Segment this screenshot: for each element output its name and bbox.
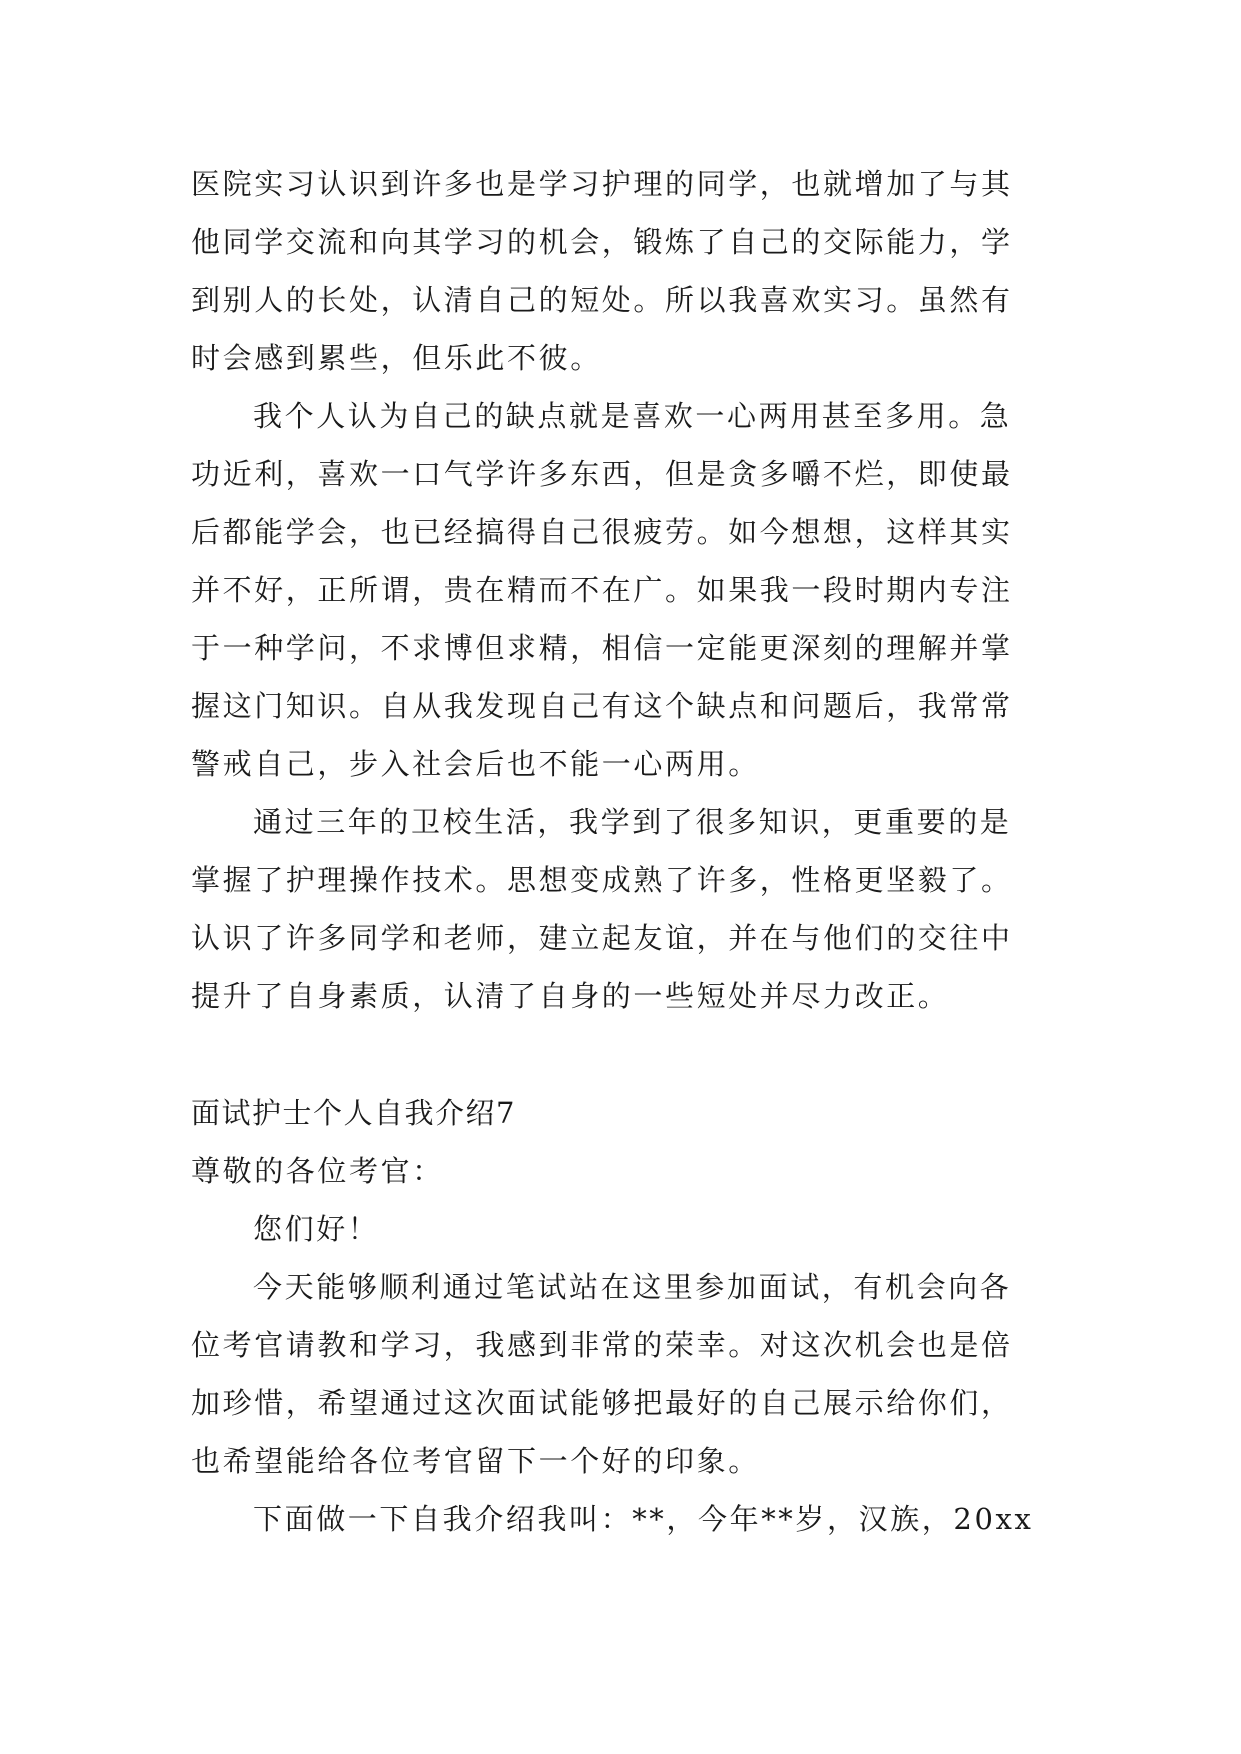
text-line: 也希望能给各位考官留下一个好的印象。 [191, 1444, 760, 1478]
section-heading: 面试护士个人自我介绍7 [191, 1096, 516, 1130]
text-line: 提升了自身素质，认清了自身的一些短处并尽力改正。 [191, 979, 950, 1013]
text-line: 功近利，喜欢一口气学许多东西，但是贪多嚼不烂，即使最 [191, 457, 1013, 491]
text-line: 于一种学问，不求博但求精，相信一定能更深刻的理解并掌 [191, 631, 1013, 665]
text-line: 掌握了护理操作技术。思想变成熟了许多，性格更坚毅了。 [191, 863, 1013, 897]
text-line: 加珍惜，希望通过这次面试能够把最好的自己展示给你们， [191, 1386, 1013, 1420]
text-line: 后都能学会，也已经搞得自己很疲劳。如今想想，这样其实 [191, 515, 1013, 549]
text-line: 握这门知识。自从我发现自己有这个缺点和问题后，我常常 [191, 689, 1013, 723]
text-line: 时会感到累些，但乐此不彼。 [191, 341, 602, 375]
body-text-block [191, 155, 1061, 1025]
text-line: 认识了许多同学和老师，建立起友谊，并在与他们的交往中 [191, 921, 1013, 955]
greeting: 您们好！ [253, 1212, 380, 1246]
text-line: 警戒自己，步入社会后也不能一心两用。 [191, 747, 760, 781]
text-line: 医院实习认识到许多也是学习护理的同学，也就增加了与其 [191, 167, 1013, 201]
text-line: 位考官请教和学习，我感到非常的荣幸。对这次机会也是倍 [191, 1328, 1013, 1362]
salutation: 尊敬的各位考官： [191, 1154, 444, 1188]
text-line: 到别人的长处，认清自己的短处。所以我喜欢实习。虽然有 [191, 283, 1013, 317]
text-line: 并不好，正所谓，贵在精而不在广。如果我一段时期内专注 [191, 573, 1013, 607]
paragraph-first-line: 我个人认为自己的缺点就是喜欢一心两用甚至多用。急 [253, 399, 1012, 433]
intro-section [191, 1084, 1061, 1548]
paragraph-first-line: 下面做一下自我介绍我叫：**，今年**岁，汉族，20xx [253, 1502, 1034, 1536]
paragraph-first-line: 通过三年的卫校生活，我学到了很多知识，更重要的是 [253, 805, 1012, 839]
paragraph-first-line: 今天能够顺利通过笔试站在这里参加面试，有机会向各 [253, 1270, 1012, 1304]
text-line: 他同学交流和向其学习的机会，锻炼了自己的交际能力，学 [191, 225, 1013, 259]
